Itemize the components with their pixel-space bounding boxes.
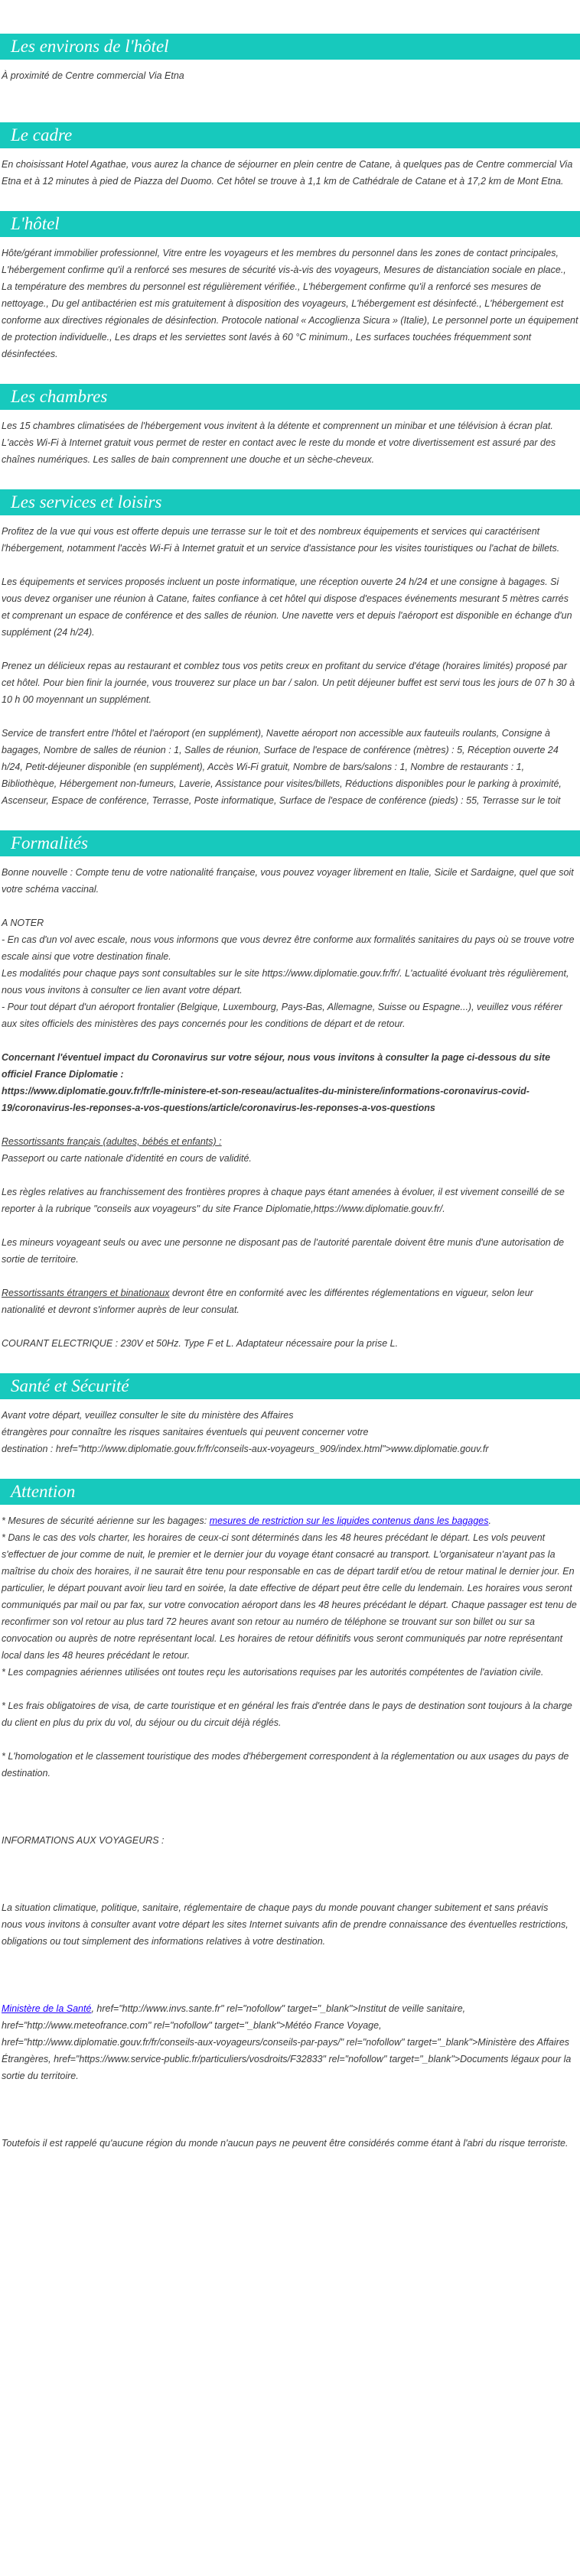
formalites-etrangers (2, 1285, 578, 1318)
services-text-4: Service de transfert entre l'hôtel et l'aéroport (en supplément), Navette aéroport non accessible aux fauteuils roulants, Consigne à bagages, Nombre de salles de réunion : 1, Salles de réunion, Surface de l'espace de conférence (mètres) : 5, Réception ouverte 24 h/24, Petit-déjeuner disponible (en supplément), Accès Wi-Fi gratuit, Nombre de bars/salons : 1, Nombre de restaurants : 1, Bibliothèque, Hébergement non-fumeurs, Laverie, Assistance pour visites/billets, Réductions disponibles pour le parking à proximité, Ascenseur, Espace de conférence, Terrasse, Poste informatique, Surface de l'espace de conférence (pieds) : 55, Terrasse sur le toit (2, 728, 562, 806)
environs-text: À proximité de Centre commercial Via Etna (2, 70, 184, 81)
sante-line-3: destination : href="http://www.diplomatie.gouv.fr/fr/conseils-aux-voyageurs_909/index.html">www.diplomatie.gouv.fr (2, 1444, 489, 1454)
section-title-chambres: Les chambres (0, 384, 580, 410)
terrorisme-notice: Toutefois il est rappelé qu'aucune région du monde n'aucun pays ne peuvent être considérés comme étant à l'abri du risque terroriste. (2, 2138, 569, 2149)
attention-charter: * Dans le cas des vols charter, les horaires de ceux-ci sont déterminés dans les 48 heures précédant le départ. Les vols peuvent s'effectuer de jour comme de nuit, le premier et le dernier jour du voyage étant consacré au transport. L'organisateur n'ayant pas la maîtrise du choix des horaires, il ne saurait être tenu pour responsable en cas de départ tardif et/ou de retour matinal le dernier jour. En particulier, le départ pouvant avoir lieu tard en soirée, la date effective de départ peut être celle du lendemain. Les horaires vous seront communiqués par mail ou par fax, sur votre convocation aéroport dans les 48 heures précédant le départ. Chaque passager est tenu de reconfirmer son vol retour au plus tard 72 heures avant son retour au numéro de téléphone se trouvant sur son billet ou sur sa convocation ou auprès de notre représentant local. Les horaires de retour définitifs vous seront communiqués par notre représentant local dans les 48 heures précédant le retour. (2, 1532, 577, 1661)
services-text-2: Les équipements et services proposés incluent un poste informatique, une réception ouverte 24 h/24 et une consigne à bagages. Si vous devez organiser une réunion à Catane, faites confiance à cet hôtel qui dispose d'espaces événements mesurant 5 mètres carrés et comprenant un espace de conférence et des salles de réunion. Une navette vers et depuis l'aéroport est disponible en échange d'un supplément (24 h/24). (2, 577, 572, 638)
info-voyageurs-links-text: , href="http://www.invs.sante.fr" rel="nofollow" target="_blank">Institut de veille sanitaire, href="http://www.meteofrance.com" rel="nofollow" target="_blank">Météo France Voyage, href="http://www.diplomatie.gouv.fr/fr/conseils-aux-voyageurs/conseils-par-pays/" rel="nofollow" target="_blank">Ministère des Affaires Étrangères, href="https://www.service-public.fr/particuliers/vosdroits/F32833" rel="nofollow" target="_blank">Documents légaux pour la sortie du territoire. (2, 2003, 572, 2081)
coronavirus-url: https://www.diplomatie.gouv.fr/fr/le-ministere-et-son-reseau/actualites-du-ministere/informations-coronavirus-covid-19/coronavirus-les-reponses-a-vos-questions/article/coronavirus-les-reponses-a-vos-questions (2, 1086, 529, 1113)
etrangers-text: devront être en conformité avec les différentes réglementations en vigueur, selon leur nationalité et devront s'informer auprès de leur consulat. (2, 1288, 533, 1315)
chambres-text: Les 15 chambres climatisées de l'hébergement vous invitent à la détente et comprennent un minibar et une télévision à écran plat. L'accès Wi-Fi à Internet gratuit vous permet de rester en contact avec le reste du monde et votre divertissement est assuré par des chaînes numériques. Les salles de bain comprennent une douche et un sèche-cheveux. (2, 421, 556, 465)
section-services (0, 473, 580, 814)
section-title-formalites: Formalités (0, 830, 580, 856)
nota-line-3: - Pour tout départ d'un aéroport frontalier (Belgique, Luxembourg, Pays-Bas, Allemagne, Suisse ou Espagne...), veuillez vous référer aux sites officiels des ministères des pays concernés pour les conditions de départ et de retour. (2, 1002, 562, 1029)
nota-heading: A NOTER (2, 918, 44, 928)
section-sante (0, 1356, 580, 1462)
attention-visa: * Les frais obligatoires de visa, de carte touristique et en général les frais d'entrée dans le pays de destination sont toujours à la charge du client en plus du prix du vol, du séjour ou du circuit déjà réglés. (2, 1701, 572, 1728)
section-title-sante: Santé et Sécurité (0, 1373, 580, 1399)
formalites-ressortissants-fr (2, 1133, 578, 1167)
sante-line-2: étrangères pour connaître les risques sanitaires éventuels qui peuvent concerner votre (2, 1427, 369, 1437)
services-text-3: Prenez un délicieux repas au restaurant et comblez tous vos petits creux en profitant du service d'étage (horaires limités) proposé par cet hôtel. Pour bien finir la journée, vous trouverez sur place un bar / salon. Un petit déjeuner buffet est servi tous les jours de 07 h 30 à 10 h 00 moyennant un supplément. (2, 661, 575, 705)
section-formalites (0, 814, 580, 1356)
attention-compagnies: * Les compagnies aériennes utilisées ont toutes reçu les autorisations requises par les autorités compétentes de l'aviation civile. (2, 1667, 544, 1678)
section-title-services: Les services et loisirs (0, 489, 580, 515)
section-attention (0, 1462, 580, 2156)
formalites-courant: COURANT ELECTRIQUE : 230V et 50Hz. Type F et L. Adaptateur nécessaire pour la prise L. (2, 1338, 399, 1349)
sante-text (2, 1407, 578, 1457)
section-hotel (0, 194, 580, 367)
info-voyageurs-text-2: nous vous invitons à consulter avant votre départ les sites Internet suivants afin de prendre connaissance des éventuelles restrictions, obligations ou tout simplement des informations relatives à votre destination. (2, 1919, 569, 1947)
formalites-mineurs: Les mineurs voyageant seuls ou avec une personne ne disposant pas de l'autorité parentale doivent être munis d'une autorisation de sortie de territoire. (2, 1237, 565, 1265)
nota-line-2: Les modalités pour chaque pays sont consultables sur le site https://www.diplomatie.gouv.fr/fr/. L'actualité évoluant très régulièrement, nous vous invitons à consulter ce lien avant votre départ. (2, 968, 569, 996)
info-voyageurs-links (2, 2000, 578, 2084)
formalites-nota (2, 914, 578, 1032)
services-text-1: Profitez de la vue qui vous est offerte depuis une terrasse sur le toit et des nombreux équipements et services qui caractérisent l'hébergement, notamment l'accès Wi-Fi à Internet gratuit et un service d'assistance pour les visites touristiques ou l'achat de billets. (2, 526, 560, 554)
formalites-regles: Les règles relatives au franchissement des frontières propres à chaque pays étant amenées à évoluer, il est vivement conseillé de se reporter à la rubrique "conseils aux voyageurs" du site France Diplomatie,https://www.diplomatie.gouv.fr/. (2, 1187, 565, 1214)
formalites-intro: Bonne nouvelle : Compte tenu de votre nationalité française, vous pouvez voyager librement en Italie, Sicile et Sardaigne, quel que soit votre schéma vaccinal. (2, 867, 574, 895)
section-title-attention: Attention (0, 1479, 580, 1505)
etrangers-heading: Ressortissants étrangers et binationaux (2, 1288, 170, 1298)
section-title-cadre: Le cadre (0, 122, 580, 148)
section-chambres (0, 367, 580, 473)
attention-bagages-end: . (488, 1515, 491, 1526)
liquides-restriction-link[interactable]: mesures de restriction sur les liquides contenus dans les bagages (209, 1515, 489, 1526)
attention-homologation: * L'homologation et le classement touristique des modes d'hébergement correspondent à la réglementation ou aux usages du pays de destination. (2, 1751, 569, 1779)
attention-bagages-text: * Mesures de sécurité aérienne sur les bagages: (2, 1515, 210, 1526)
info-voyageurs-heading: INFORMATIONS AUX VOYAGEURS : (2, 1835, 165, 1846)
ressortissants-fr-text: Passeport ou carte nationale d'identité en cours de validité. (2, 1153, 252, 1164)
nota-line-1: - En cas d'un vol avec escale, nous vous informons que vous devrez être conforme aux formalités sanitaires du pays où se trouve votre escale ainsi que votre destination finale. (2, 934, 575, 962)
hotel-text: Hôte/gérant immobilier professionnel, Vitre entre les voyageurs et les membres du personnel dans les zones de contact principales, L'hébergement confirme qu'il a renforcé ses mesures de sécurité vis-à-vis des voyageurs, Mesures de distanciation sociale en place., La température des membres du personnel est régulièrement vérifiée., L'hébergement confirme qu'il a renforcé ses mesures de nettoyage., Du gel antibactérien est mis gratuitement à disposition des voyageurs, L'hébergement est désinfecté., L'hébergement est conforme aux directives régionales de désinfection. Protocole national « Accoglienza Sicura » (Italie), Le personnel porte un équipement de protection individuelle., Les draps et les serviettes sont lavés à 60 °C minimum., Les surfaces touchées fréquemment sont désinfectées. (2, 248, 578, 359)
coronavirus-notice: Concernant l'éventuel impact du Coronavirus sur votre séjour, nous vous invitons à consulter la page ci-dessous du site officiel France Diplomatie : (2, 1052, 551, 1080)
info-voyageurs-text-1: La situation climatique, politique, sanitaire, réglementaire de chaque pays du monde pouvant changer subitement et sans préavis (2, 1902, 549, 1913)
section-title-environs: Les environs de l'hôtel (0, 34, 580, 60)
section-title-hotel: L'hôtel (0, 211, 580, 237)
formalites-coronavirus (2, 1049, 578, 1116)
sante-line-1: Avant votre départ, veuillez consulter le site du ministère des Affaires (2, 1410, 294, 1421)
ressortissants-fr-heading: Ressortissants français (adultes, bébés et enfants) : (2, 1136, 222, 1147)
attention-bagages (2, 1512, 578, 1529)
cadre-text: En choisissant Hotel Agathae, vous aurez la chance de séjourner en plein centre de Catane, à quelques pas de Centre commercial Via Etna et à 12 minutes à pied de Piazza del Duomo. Cet hôtel se trouve à 1,1 km de Cathédrale de Catane et à 17,2 km de Mont Etna. (2, 159, 573, 187)
ministere-sante-link[interactable]: Ministère de la Santé (2, 2003, 92, 2014)
section-cadre (0, 89, 580, 194)
section-environs (0, 0, 580, 89)
